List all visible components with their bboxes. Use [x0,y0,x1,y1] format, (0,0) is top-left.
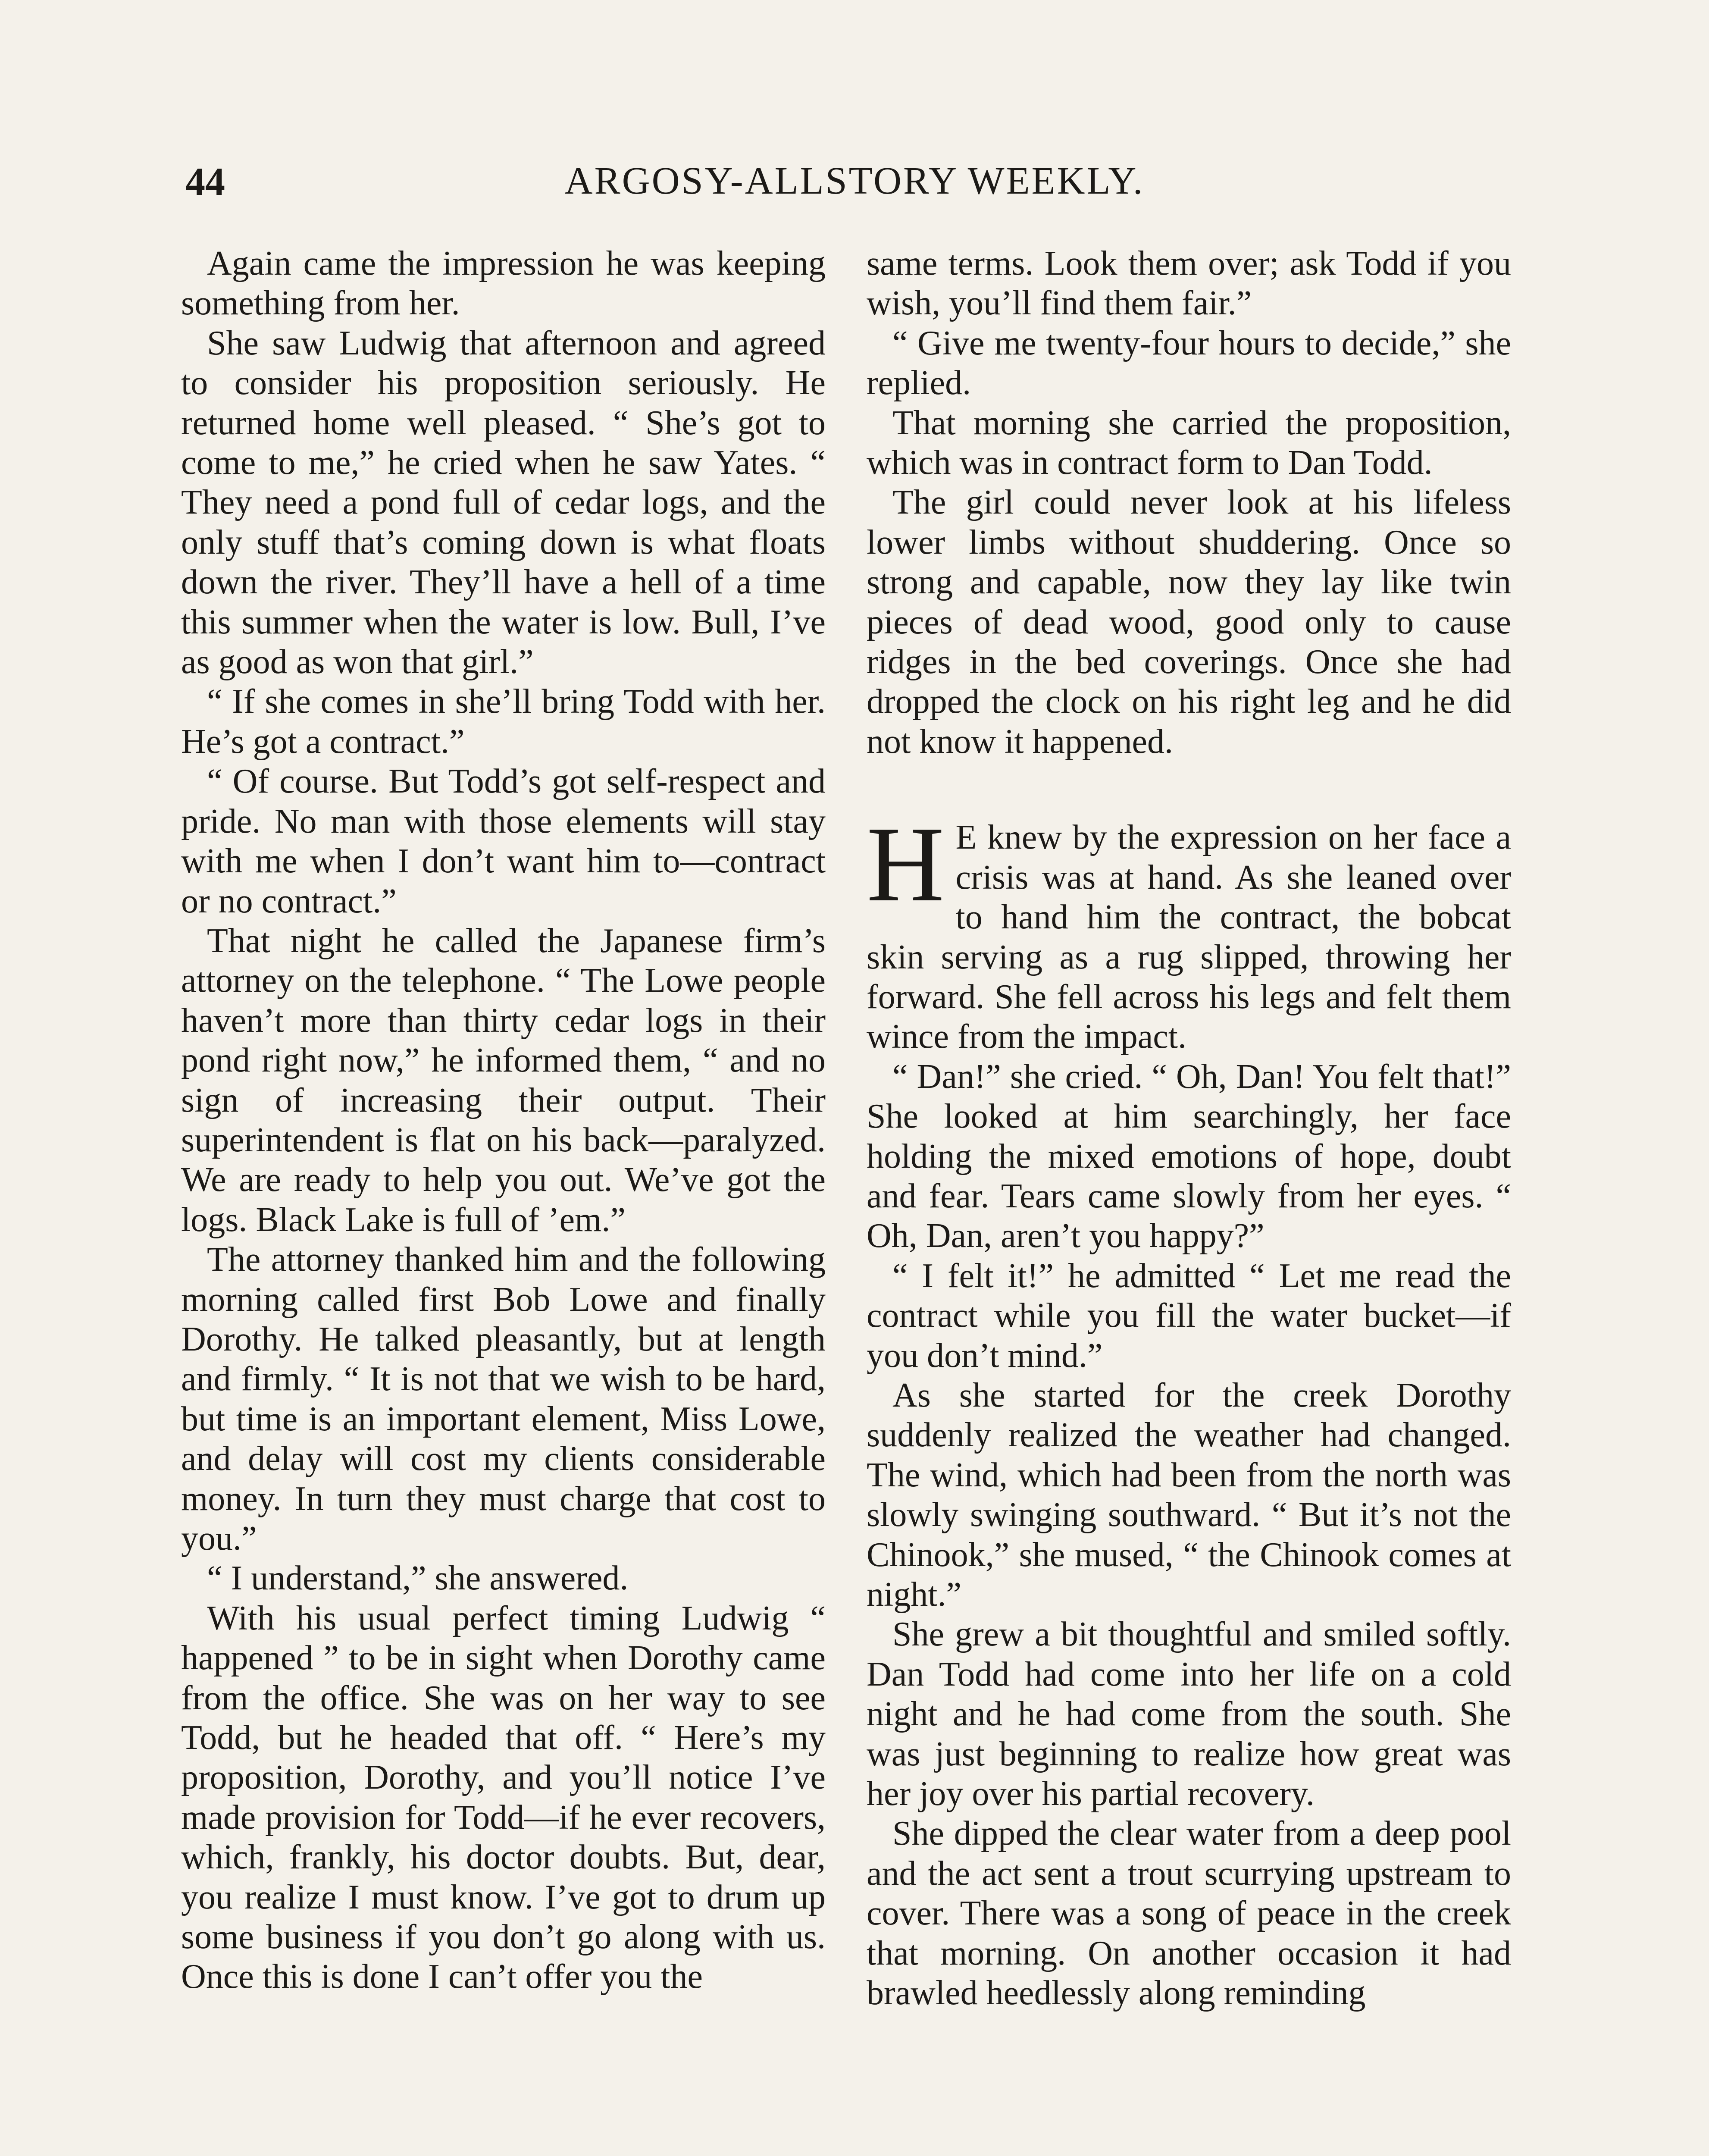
paragraph: She saw Ludwig that afternoon and agreed to consider his proposition seriously. He returned home well pleased. “ She’s got to come to me,” he cried when he saw Yates. “ They need a pond full of cedar logs, and the only stuff that’s coming down is what floats down the river. They’ll have a hell of a time this summer when the water is low. Bull, I’ve as good as won that girl.” [181,324,826,681]
paragraph: That night he called the Japanese firm’s attorney on the telephone. “ The Lowe people haven’t more than thirty cedar logs in their pond right now,” he informed them, “ and no sign of increasing their output. Their superintendent is flat on his back—paralyzed. We are ready to help you out. We’ve got the logs. Black Lake is full of ’em.” [181,921,826,1239]
left-column [181,244,826,1997]
running-title: ARGOSY-ALLSTORY WEEKLY. [564,160,1145,202]
paragraph: “ Dan!” she cried. “ Oh, Dan! You felt that!” She looked at him searchingly, her face holding the mixed emotions of hope, doubt and fear. Tears came slowly from her eyes. “ Oh, Dan, aren’t you happy?” [867,1057,1511,1255]
right-column [867,244,1511,2013]
paragraph: She dipped the clear water from a deep pool and the act sent a trout scurrying upstream to cover. There was a song of peace in the creek that morning. On another occasion it had brawled heedlessly along reminding [867,1814,1511,2012]
paragraph: “ Give me twenty-four hours to decide,” she replied. [867,324,1511,402]
page-number: 44 [185,160,225,204]
drop-cap-paragraph-text: E knew by the expression on her face a crisis was at hand. As she leaned over to hand him the contract, the bobcat skin serving as a rug slipped, throwing her forward. She fell across his legs and felt them wince from the impact. [867,818,1511,1056]
paragraph: She grew a bit thoughtful and smiled softly. Dan Todd had come into her life on a cold night and he had come from the south. She was just beginning to realize how great was her joy over his partial recovery. [867,1615,1511,1813]
paragraph: The attorney thanked him and the following morning called first Bob Lowe and finally Dorothy. He talked pleasantly, but at length and firmly. “ It is not that we wish to be hard, but time is an important element, Miss Lowe, and delay will cost my clients considerable money. In turn they must charge that cost to you.” [181,1241,826,1557]
continued-paragraph: same terms. Look them over; ask Todd if you wish, you’ll find them fair.” [867,244,1511,323]
paragraph: As she started for the creek Dorothy suddenly realized the weather had changed. The wind, which had been from the north was slowly swinging southward. “ But it’s not the Chinook,” she mused, “ the Chinook comes at night.” [867,1376,1511,1614]
drop-cap-paragraph [867,805,1511,1056]
paragraph: The girl could never look at his lifeless lower limbs without shuddering. Once so strong and capable, now they lay like twin pieces of dead wood, good only to cause ridges in the bed coverings. Once she had dropped the clock on his right leg and he did not know it happened. [867,483,1511,761]
paragraph: “ If she comes in she’ll bring Todd with her. He’s got a contract.” [181,683,826,761]
paragraph: Again came the impression he was keeping something from her. [181,244,826,323]
paragraph: “ I felt it!” he admitted “ Let me read the contract while you fill the water bucket—if you don’t mind.” [867,1257,1511,1375]
drop-cap-letter: H [867,805,945,924]
paragraph: “ Of course. But Todd’s got self-respect and pride. No man with those elements will stay with me when I don’t want him to—contract or no contract.” [181,762,826,920]
paragraph: That morning she carried the proposition, which was in contract form to Dan Todd. [867,404,1511,482]
paragraph: With his usual perfect timing Ludwig “ happened ” to be in sight when Dorothy came from the office. She was on her way to see Todd, but he headed that off. “ Here’s my proposition, Dorothy, and you’ll notice I’ve made provision for Todd—if he ever recovers, which, frankly, his doctor doubts. But, dear, you realize I must know. I’ve got to drum up some business if you don’t go along with us. Once this is done I can’t offer you the [181,1599,826,1996]
paragraph: “ I understand,” she answered. [207,1559,629,1598]
